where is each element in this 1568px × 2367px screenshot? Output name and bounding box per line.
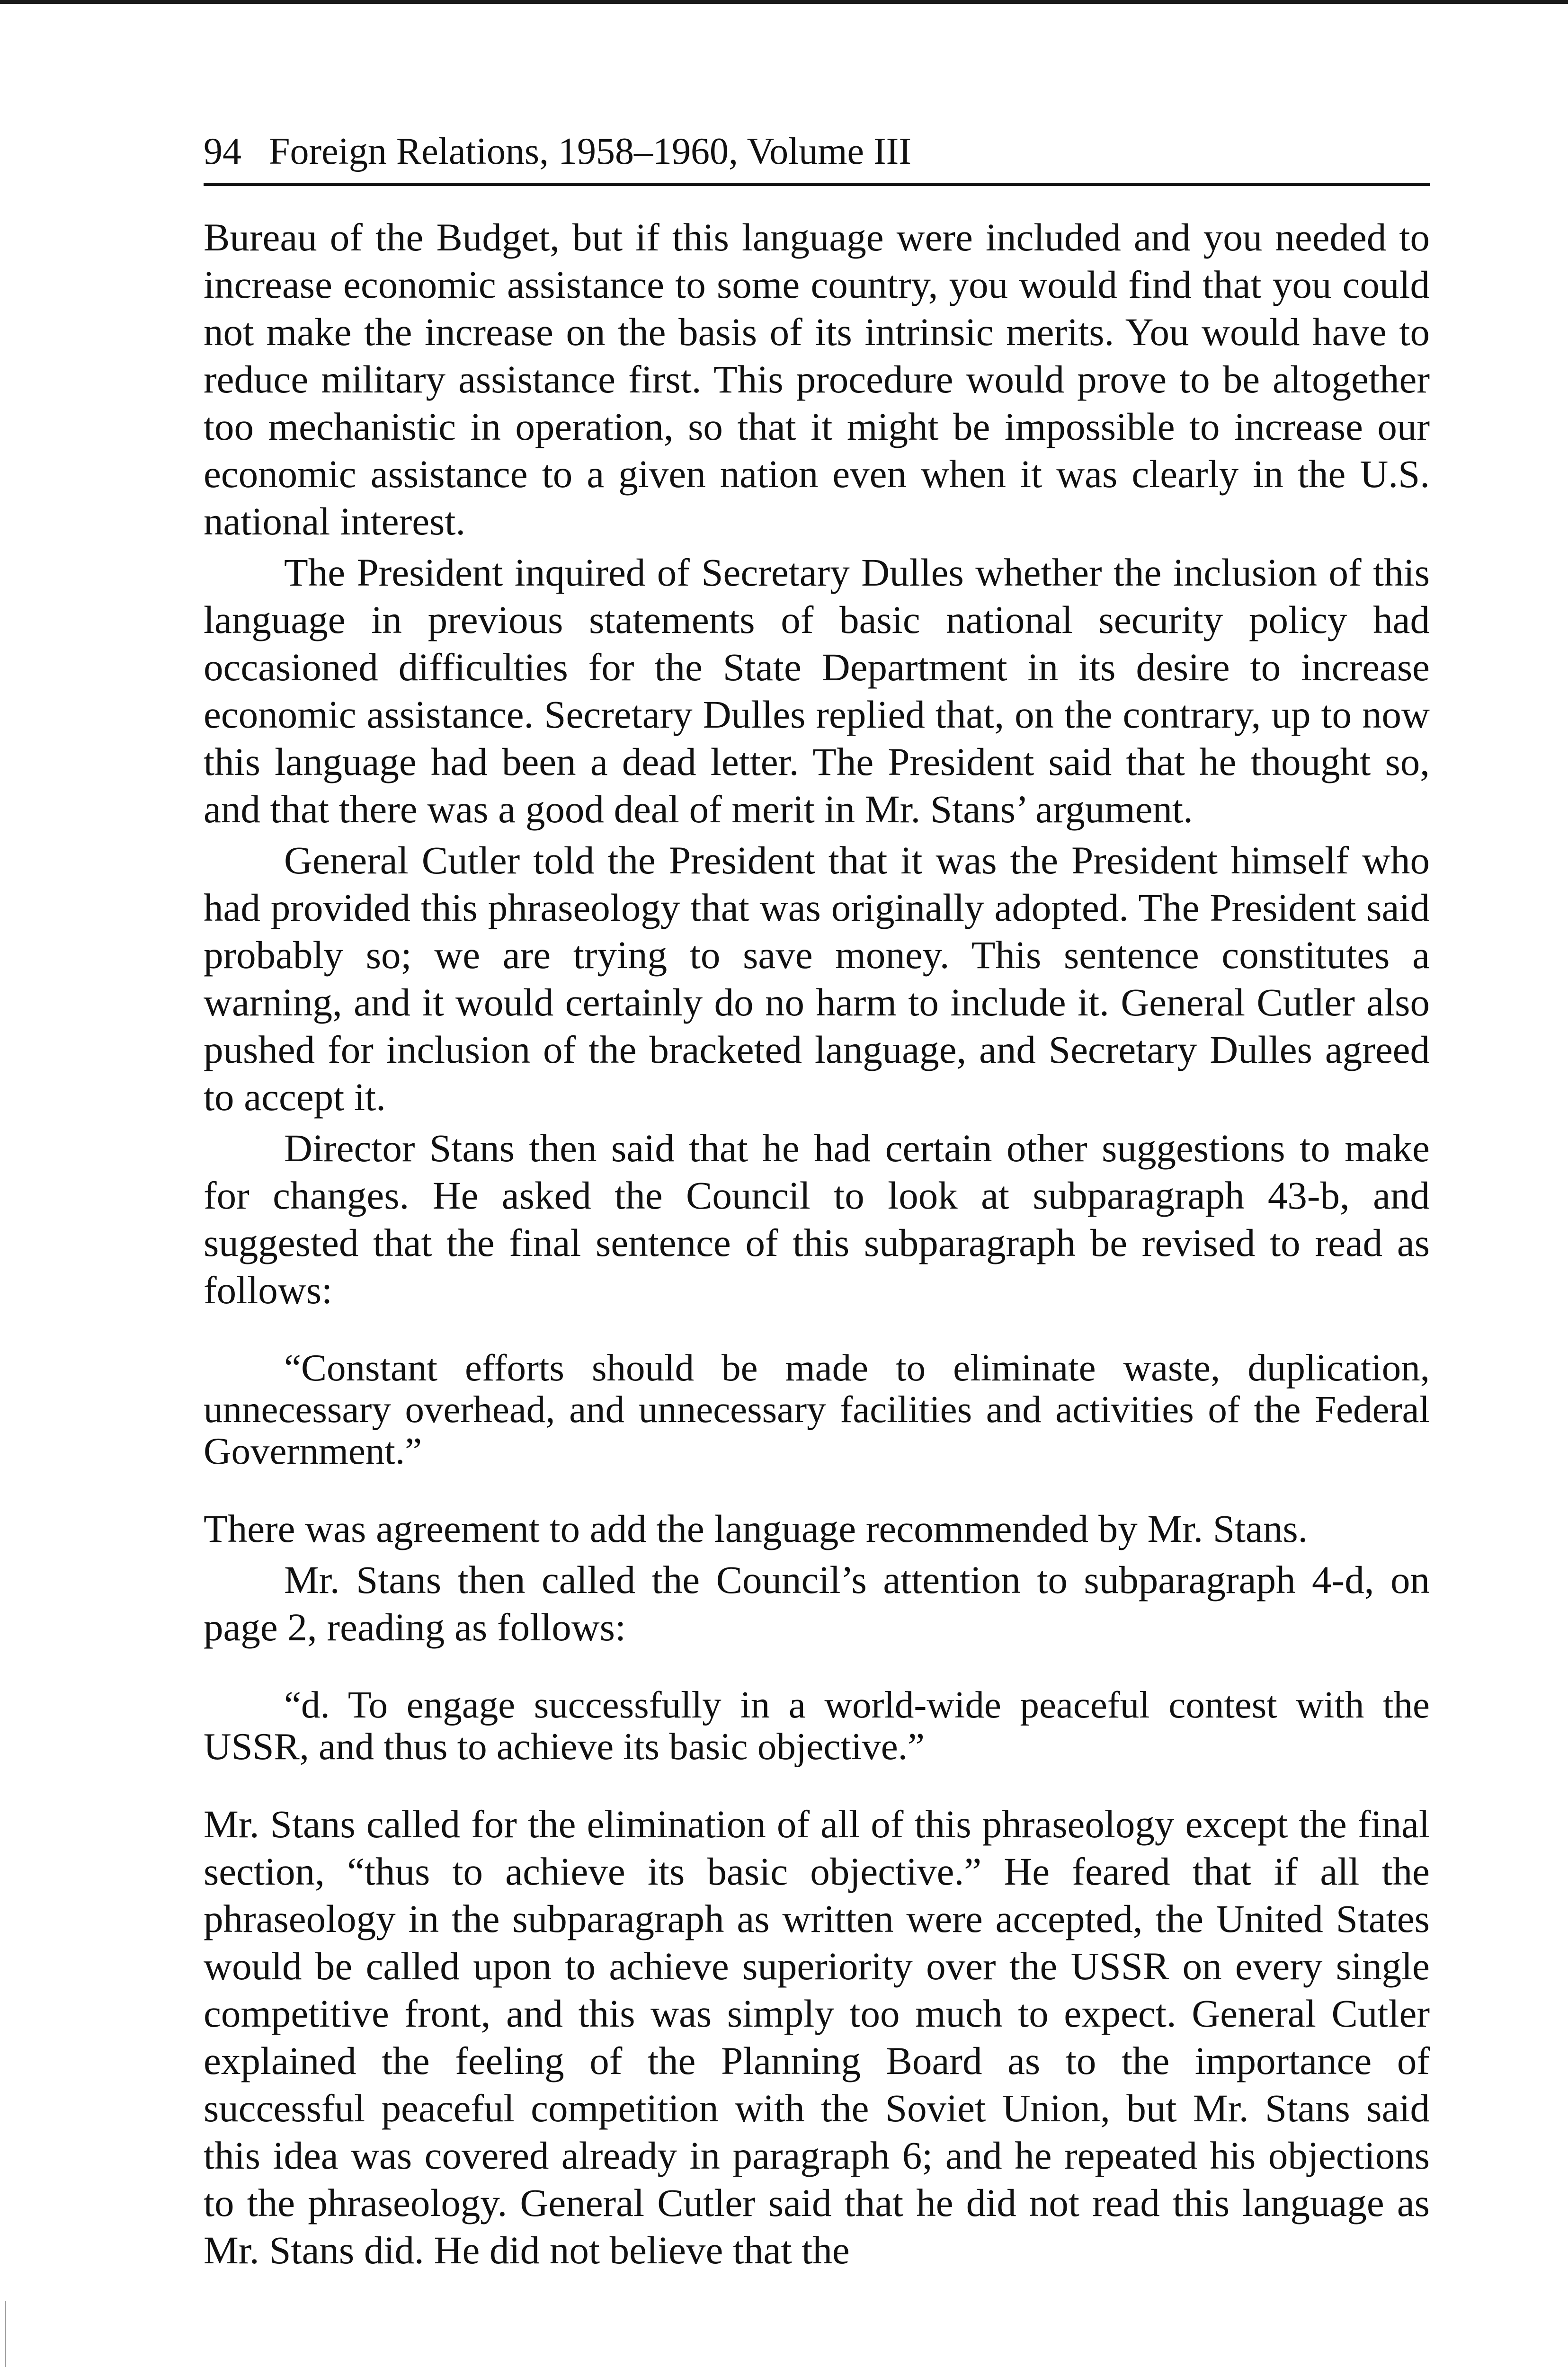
scan-top-edge bbox=[0, 0, 1568, 4]
paragraph-continued: Bureau of the Budget, but if this language were included and you needed to increase economic assistance to some country, you would find that you could not make the increase on the basis of its intrinsic merits. You would have to reduce military assistance first. This procedure would prove to be altogether too mechanistic in operation, so that it might be impossible to increase our economic assistance to a given nation even when it was clearly in the U.S. national interest. bbox=[204, 215, 1430, 543]
page-number: 94 bbox=[204, 131, 241, 172]
scan-margin-mark bbox=[5, 2301, 6, 2367]
book-title: Foreign Relations, 1958–1960, Volume III bbox=[269, 131, 911, 172]
paragraph-stans-elimination: Mr. Stans called for the elimination of all of this phraseology except the final section, “thus to achieve its basic objective.” He feared that if all the phraseology in the subparagraph as written were accepted, the United States would be called upon to achieve superiority over the USSR on every single competitive front, and this was simply too much to expect. General Cutler explained the feeling of the Planning Board as to the importance of successful peaceful competition with the Soviet Union, but Mr. Stans said this idea was covered already in paragraph 6; and he repeated his objections to the phraseology. General Cutler said that he did not read this language as Mr. Stans did. He did not believe that the bbox=[204, 1802, 1430, 2272]
running-head bbox=[204, 128, 1430, 186]
paragraph-president-inquiry: The President inquired of Secretary Dulles whether the inclusion of this language in previous statements of basic national security policy had occasioned difficulties for the State Department in its desire to increase economic assistance. Secretary Dulles replied that, on the contrary, up to now this language had been a dead letter. The President said that he thought so, and that there was a good deal of merit in Mr. Stans’ argument. bbox=[204, 551, 1430, 831]
block-quote-waste: “Constant efforts should be made to eliminate waste, duplication, unnecessary overhead, and unnecessary facilities and activities of the Federal Government.” bbox=[204, 1346, 1430, 1472]
paragraph-agreement: There was agreement to add the language recommended by Mr. Stans. bbox=[204, 1507, 1308, 1550]
paragraph-stans-suggestions: Director Stans then said that he had certain other suggestions to make for changes. He asked the Council to look at subparagraph 43-b, and suggested that the final sentence of this subparagraph be revised to read as follows: bbox=[204, 1126, 1430, 1312]
block-quote-ussr-contest: “d. To engage successfully in a world-wide peaceful contest with the USSR, and thus to achieve its basic objective.” bbox=[204, 1683, 1430, 1768]
document-page bbox=[204, 128, 1430, 2278]
paragraph-cutler-phraseology: General Cutler told the President that it was the President himself who had provided this phraseology that was originally adopted. The President said probably so; we are trying to save money. This sentence constitutes a warning, and it would certainly do no harm to include it. General Cutler also pushed for inclusion of the bracketed language, and Secretary Dulles agreed to accept it. bbox=[204, 838, 1430, 1119]
document-body bbox=[204, 214, 1430, 2274]
paragraph-subparagraph-4d: Mr. Stans then called the Council’s attention to subparagraph 4-d, on page 2, reading as follows: bbox=[204, 1558, 1430, 1649]
